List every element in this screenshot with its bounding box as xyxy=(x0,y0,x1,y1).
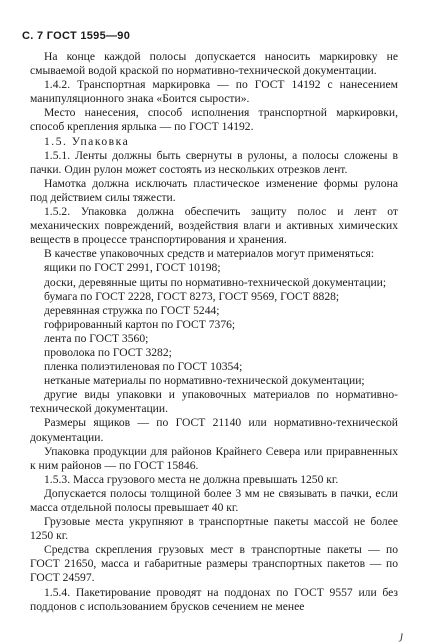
paragraph: Намотка должна исключать пластическое изменение формы рулона под действием силы тяжести. xyxy=(30,176,398,204)
list-item: ящики по ГОСТ 2991, ГОСТ 10198; xyxy=(44,261,221,275)
paragraph: 1.5.4. Пакетирование проводят на поддонах по ГОСТ 9557 или без поддонов с использованием брусков сечением не менее xyxy=(30,585,398,613)
paragraph: 1.5.2. Упаковка должна обеспечить защиту полос и лент от механических повреждений, воздействия влаги и активных химических веществ в процессе транспортирования и хранения. xyxy=(30,205,398,247)
document-body xyxy=(30,50,398,614)
paragraph: Допускается полосы толщиной более 3 мм не связывать в пачки, если масса отдельной полосы превышает 40 кг. xyxy=(30,486,398,514)
list-item: другие виды упаковки и упаковочных материалов по нормативно-технической документации. xyxy=(30,388,398,416)
paragraph: 1.4.2. Транспортная маркировка — по ГОСТ 14192 с нанесением манипуляционного знака «Боится сырости». xyxy=(30,78,398,106)
paragraph: Размеры ящиков — по ГОСТ 21140 или нормативно-технической документации. xyxy=(30,416,398,444)
paragraph: Грузовые места укрупняют в транспортные пакеты массой не более 1250 кг. xyxy=(30,515,398,543)
list-item: доски, деревянные щиты по нормативно-технической документации; xyxy=(44,275,387,289)
paragraph: 1.5.3. Масса грузового места не должна превышать 1250 кг. xyxy=(44,472,339,486)
list-item: пленка полиэтиленовая по ГОСТ 10354; xyxy=(44,360,243,374)
paragraph: Средства скрепления грузовых мест в транспортные пакеты — по ГОСТ 21650, масса и габаритные размеры транспортных пакетов — по ГОСТ 24597. xyxy=(30,543,398,585)
list-item: гофрированный картон по ГОСТ 7376; xyxy=(44,317,236,331)
paragraph: 1.5.1. Ленты должны быть свернуты в рулоны, а полосы сложены в пачки. Один рулон может состоять из нескольких отрезков лент. xyxy=(30,148,398,176)
list-item: деревянная стружка по ГОСТ 5244; xyxy=(44,303,220,317)
page-corner-mark: ȷ xyxy=(400,628,404,642)
list-item: нетканые материалы по нормативно-технической документации; xyxy=(44,374,365,388)
list-item: проволока по ГОСТ 3282; xyxy=(44,345,172,359)
page-header: С. 7 ГОСТ 1595—90 xyxy=(22,30,131,42)
paragraph: Упаковка продукции для районов Крайнего Севера или приравненных к ним районов — по ГОСТ 15846. xyxy=(30,444,398,472)
paragraph: На конце каждой полосы допускается наносить маркировку не смываемой водой краской по нормативно-технической документации. xyxy=(30,50,398,78)
list-item: бумага по ГОСТ 2228, ГОСТ 8273, ГОСТ 9569, ГОСТ 8828; xyxy=(44,289,340,303)
section-heading: 1.5. Упаковка xyxy=(44,134,130,148)
materials-list xyxy=(30,261,398,416)
list-item: лента по ГОСТ 3560; xyxy=(44,331,149,345)
paragraph: Место нанесения, способ исполнения транспортной маркировки, способ крепления ярлыка — по ГОСТ 14192. xyxy=(30,106,398,134)
paragraph: В качестве упаковочных средств и материалов могут применяться: xyxy=(44,247,375,261)
